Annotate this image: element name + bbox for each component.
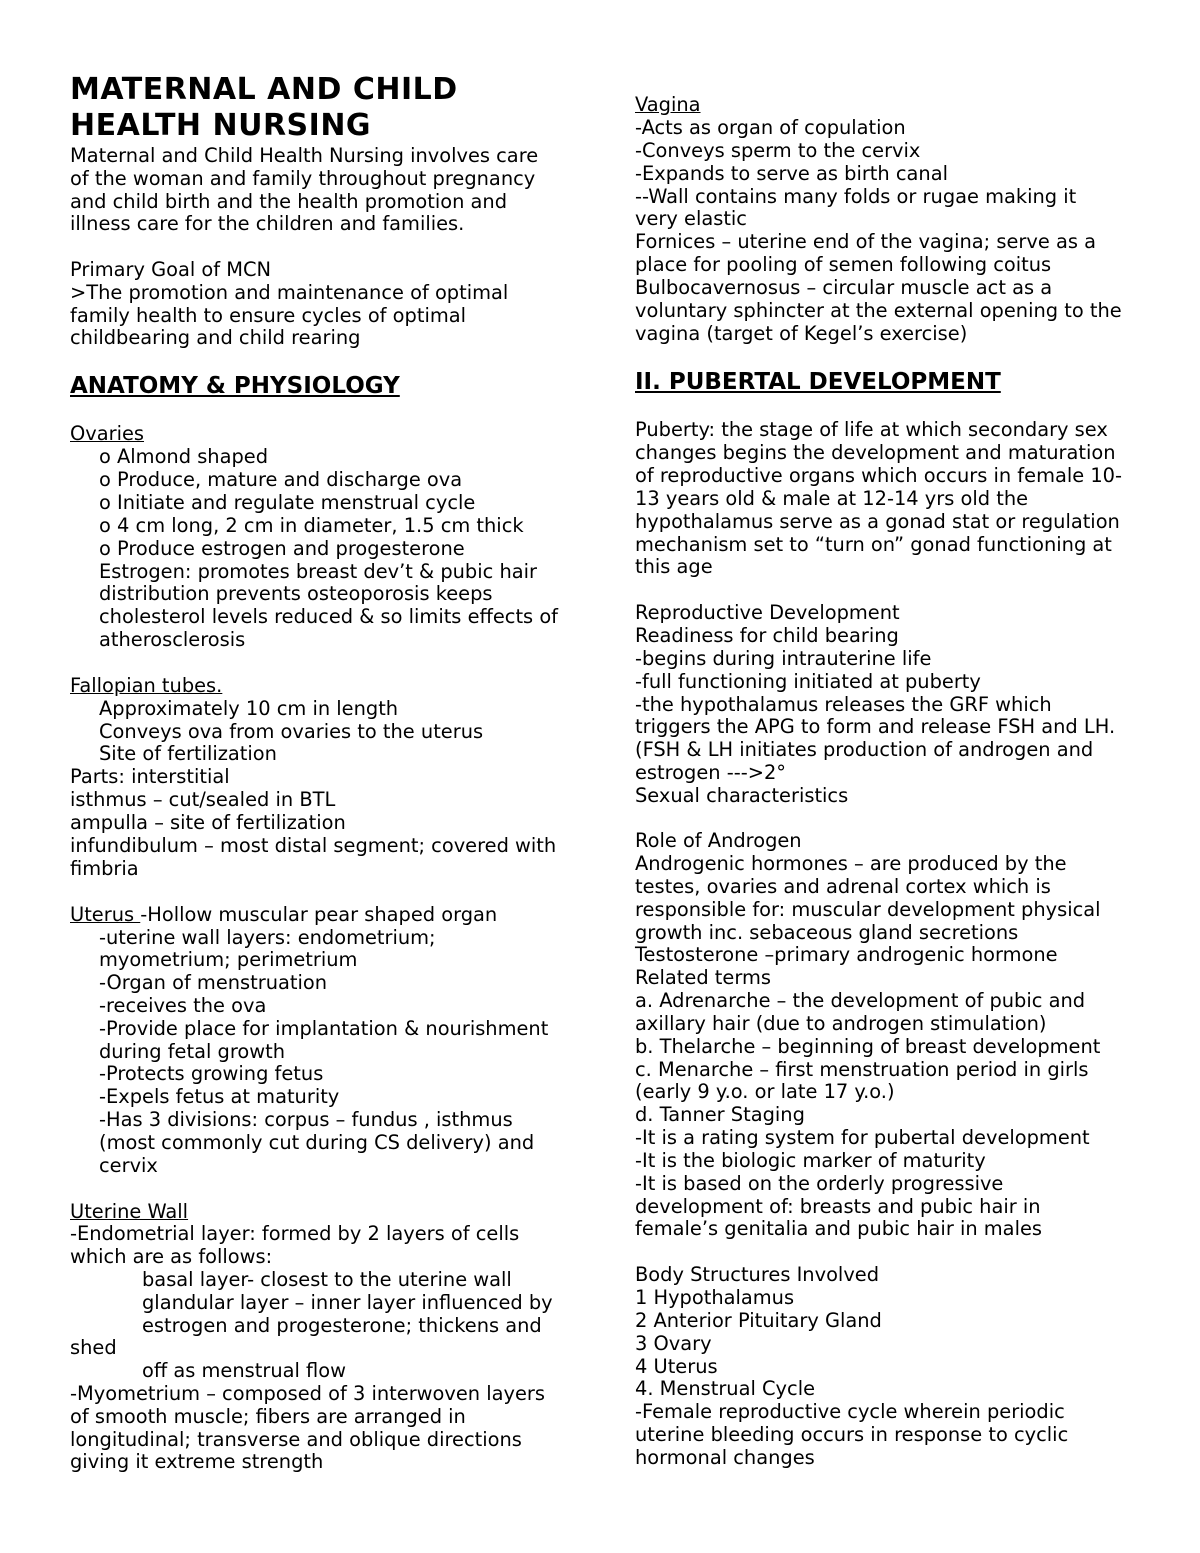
uterus-item: -Expels fetus at maturity <box>99 1085 340 1108</box>
androgen-line: axillary hair (due to androgen stimulation) <box>635 1012 1047 1035</box>
androgen-line: responsible for: muscular development physical <box>635 898 1101 921</box>
reproductive-line: triggers the APG to form and release FSH and LH. <box>635 715 1116 738</box>
vagina-item: -Acts as organ of copulation <box>635 116 906 139</box>
androgen-line: Androgenic hormones – are produced by the <box>635 852 1067 875</box>
intro-line: and child birth and the health promotion and <box>70 190 507 213</box>
fallopian-parts-line: infundibulum – most distal segment; covered with <box>70 834 557 857</box>
section-heading-pubertal: II. PUBERTAL DEVELOPMENT <box>635 369 1001 395</box>
androgen-line: growth inc. sebaceous gland secretions <box>635 921 1019 944</box>
androgen-line: -It is based on the orderly progressive <box>635 1172 1004 1195</box>
uterine-wall-sub-item: off as menstrual flow <box>142 1359 346 1382</box>
primary-goal-line: family health to ensure cycles of optimal <box>70 304 466 327</box>
uterus-heading: Uterus <box>70 903 141 926</box>
ovaries-item: atherosclerosis <box>99 628 246 651</box>
fallopian-parts-line: isthmus – cut/sealed in BTL <box>70 788 336 811</box>
uterus-item: (most commonly cut during CS delivery) and <box>99 1131 535 1154</box>
androgen-line: d. Tanner Staging <box>635 1103 805 1126</box>
androgen-heading: Role of Androgen <box>635 829 802 852</box>
androgen-line: (early 9 y.o. or late 17 y.o.) <box>635 1080 895 1103</box>
fallopian-parts-line: Parts: interstitial <box>70 765 230 788</box>
myometrium-line: giving it extreme strength <box>70 1450 324 1473</box>
reproductive-line: -begins during intrauterine life <box>635 647 932 670</box>
ovaries-item: o 4 cm long, 2 cm in diameter, 1.5 cm thick <box>99 514 524 537</box>
uterus-item: -Organ of menstruation <box>99 971 328 994</box>
fallopian-parts-line: ampulla – site of fertilization <box>70 811 346 834</box>
uterine-wall-line: which are as follows: <box>70 1245 273 1268</box>
uterine-wall-sub-item: estrogen and progesterone; thickens and <box>142 1314 542 1337</box>
reproductive-line: (FSH & LH initiates production of androgen and <box>635 738 1094 761</box>
ovaries-item: o Almond shaped <box>99 445 269 468</box>
reproductive-heading: Reproductive Development <box>635 601 900 624</box>
fallopian-heading: Fallopian tubes. <box>70 674 223 697</box>
ovaries-item: distribution prevents osteoporosis keeps <box>99 582 493 605</box>
uterine-wall-sub-item: basal layer- closest to the uterine wall <box>142 1268 512 1291</box>
puberty-line: mechanism set to “turn on” gonad functioning at <box>635 533 1112 556</box>
androgen-line: a. Adrenarche – the development of pubic and <box>635 989 1086 1012</box>
myometrium-line: of smooth muscle; fibers are arranged in <box>70 1405 466 1428</box>
ovaries-item: o Produce, mature and discharge ova <box>99 468 463 491</box>
uterus-item: -receives the ova <box>99 994 267 1017</box>
uterus-heading-line <box>70 903 497 926</box>
reproductive-line: Readiness for child bearing <box>635 624 899 647</box>
vagina-item: --Wall contains many folds or rugae making it <box>635 185 1077 208</box>
menstrual-cycle-heading: 4. Menstrual Cycle <box>635 1377 816 1400</box>
uterine-wall-line: shed <box>70 1336 117 1359</box>
uterine-wall-line: -Endometrial layer: formed by 2 layers of cells <box>70 1222 520 1245</box>
uterine-wall-heading: Uterine Wall <box>70 1200 189 1223</box>
intro-line: of the woman and family throughout pregnancy <box>70 167 536 190</box>
uterus-item: -Has 3 divisions: corpus – fundus , isthmus <box>99 1108 513 1131</box>
body-structures-item: 2 Anterior Pituitary Gland <box>635 1309 882 1332</box>
fallopian-parts-line: fimbria <box>70 857 139 880</box>
vagina-item: vagina (target of Kegel’s exercise) <box>635 322 968 345</box>
vagina-item: Bulbocavernosus – circular muscle act as a <box>635 276 1053 299</box>
uterus-item: myometrium; perimetrium <box>99 948 358 971</box>
puberty-line: this age <box>635 555 713 578</box>
reproductive-line: -full functioning initiated at puberty <box>635 670 981 693</box>
androgen-line: development of: breasts and pubic hair in <box>635 1195 1041 1218</box>
reproductive-line: Sexual characteristics <box>635 784 849 807</box>
androgen-line: c. Menarche – first menstruation period in girls <box>635 1058 1089 1081</box>
vagina-item: voluntary sphincter at the external opening to the <box>635 299 1122 322</box>
vagina-heading: Vagina <box>635 93 701 116</box>
vagina-item: very elastic <box>635 207 747 230</box>
androgen-line: b. Thelarche – beginning of breast development <box>635 1035 1101 1058</box>
vagina-item: -Conveys sperm to the cervix <box>635 139 921 162</box>
androgen-line: -It is a rating system for pubertal development <box>635 1126 1090 1149</box>
ovaries-item: o Initiate and regulate menstrual cycle <box>99 491 476 514</box>
body-structures-item: 3 Ovary <box>635 1332 712 1355</box>
menstrual-cycle-line: hormonal changes <box>635 1446 815 1469</box>
puberty-line: 13 years old & male at 12-14 yrs old the <box>635 487 1029 510</box>
ovaries-item: cholesterol levels reduced & so limits effects of <box>99 605 559 628</box>
uterus-description: -Hollow muscular pear shaped organ <box>140 903 498 926</box>
section-heading-anatomy: ANATOMY & PHYSIOLOGY <box>70 373 400 399</box>
uterine-wall-sub-item: glandular layer – inner layer influenced by <box>142 1291 553 1314</box>
vagina-item: -Expands to serve as birth canal <box>635 162 948 185</box>
reproductive-line: -the hypothalamus releases the GRF which <box>635 693 1052 716</box>
myometrium-line: -Myometrium – composed of 3 interwoven layers <box>70 1382 546 1405</box>
vagina-item: place for pooling of semen following coitus <box>635 253 1052 276</box>
androgen-line: testes, ovaries and adrenal cortex which is <box>635 875 1051 898</box>
fallopian-item: Conveys ova from ovaries to the uterus <box>99 720 484 743</box>
androgen-line: -It is the biologic marker of maturity <box>635 1149 986 1172</box>
ovaries-item: o Produce estrogen and progesterone <box>99 537 465 560</box>
reproductive-line: estrogen --->2° <box>635 761 787 784</box>
puberty-line: Puberty: the stage of life at which secondary sex <box>635 418 1108 441</box>
puberty-line: changes begins the development and maturation <box>635 441 1116 464</box>
ovaries-heading: Ovaries <box>70 422 145 445</box>
androgen-line: Related terms <box>635 966 771 989</box>
ovaries-item: Estrogen: promotes breast dev’t & pubic hair <box>99 560 537 583</box>
puberty-line: hypothalamus serve as a gonad stat or regulation <box>635 510 1120 533</box>
primary-goal-heading: Primary Goal of MCN <box>70 258 272 281</box>
menstrual-cycle-line: -Female reproductive cycle wherein periodic <box>635 1400 1065 1423</box>
vagina-item: Fornices – uterine end of the vagina; serve as a <box>635 230 1096 253</box>
myometrium-line: longitudinal; transverse and oblique directions <box>70 1428 522 1451</box>
fallopian-item: Approximately 10 cm in length <box>99 697 399 720</box>
puberty-line: of reproductive organs which occurs in female 10- <box>635 464 1122 487</box>
primary-goal-line: childbearing and child rearing <box>70 326 361 349</box>
document-title-line-2: HEALTH NURSING <box>70 108 372 143</box>
body-structures-item: 4 Uterus <box>635 1355 718 1378</box>
androgen-line: female’s genitalia and pubic hair in males <box>635 1217 1042 1240</box>
uterus-item: -uterine wall layers: endometrium; <box>99 926 436 949</box>
uterus-item: during fetal growth <box>99 1040 285 1063</box>
body-structures-heading: Body Structures Involved <box>635 1263 880 1286</box>
intro-line: Maternal and Child Health Nursing involves care <box>70 144 539 167</box>
intro-line: illness care for the children and families. <box>70 212 465 235</box>
fallopian-item: Site of fertilization <box>99 742 277 765</box>
uterus-item: -Protects growing fetus <box>99 1062 324 1085</box>
body-structures-item: 1 Hypothalamus <box>635 1286 795 1309</box>
uterus-item: cervix <box>99 1154 158 1177</box>
androgen-line: Testosterone –primary androgenic hormone <box>635 943 1058 966</box>
uterus-item: -Provide place for implantation & nourishment <box>99 1017 549 1040</box>
document-title-line-1: MATERNAL AND CHILD <box>70 72 458 107</box>
menstrual-cycle-line: uterine bleeding occurs in response to cyclic <box>635 1423 1069 1446</box>
primary-goal-line: >The promotion and maintenance of optimal <box>70 281 509 304</box>
